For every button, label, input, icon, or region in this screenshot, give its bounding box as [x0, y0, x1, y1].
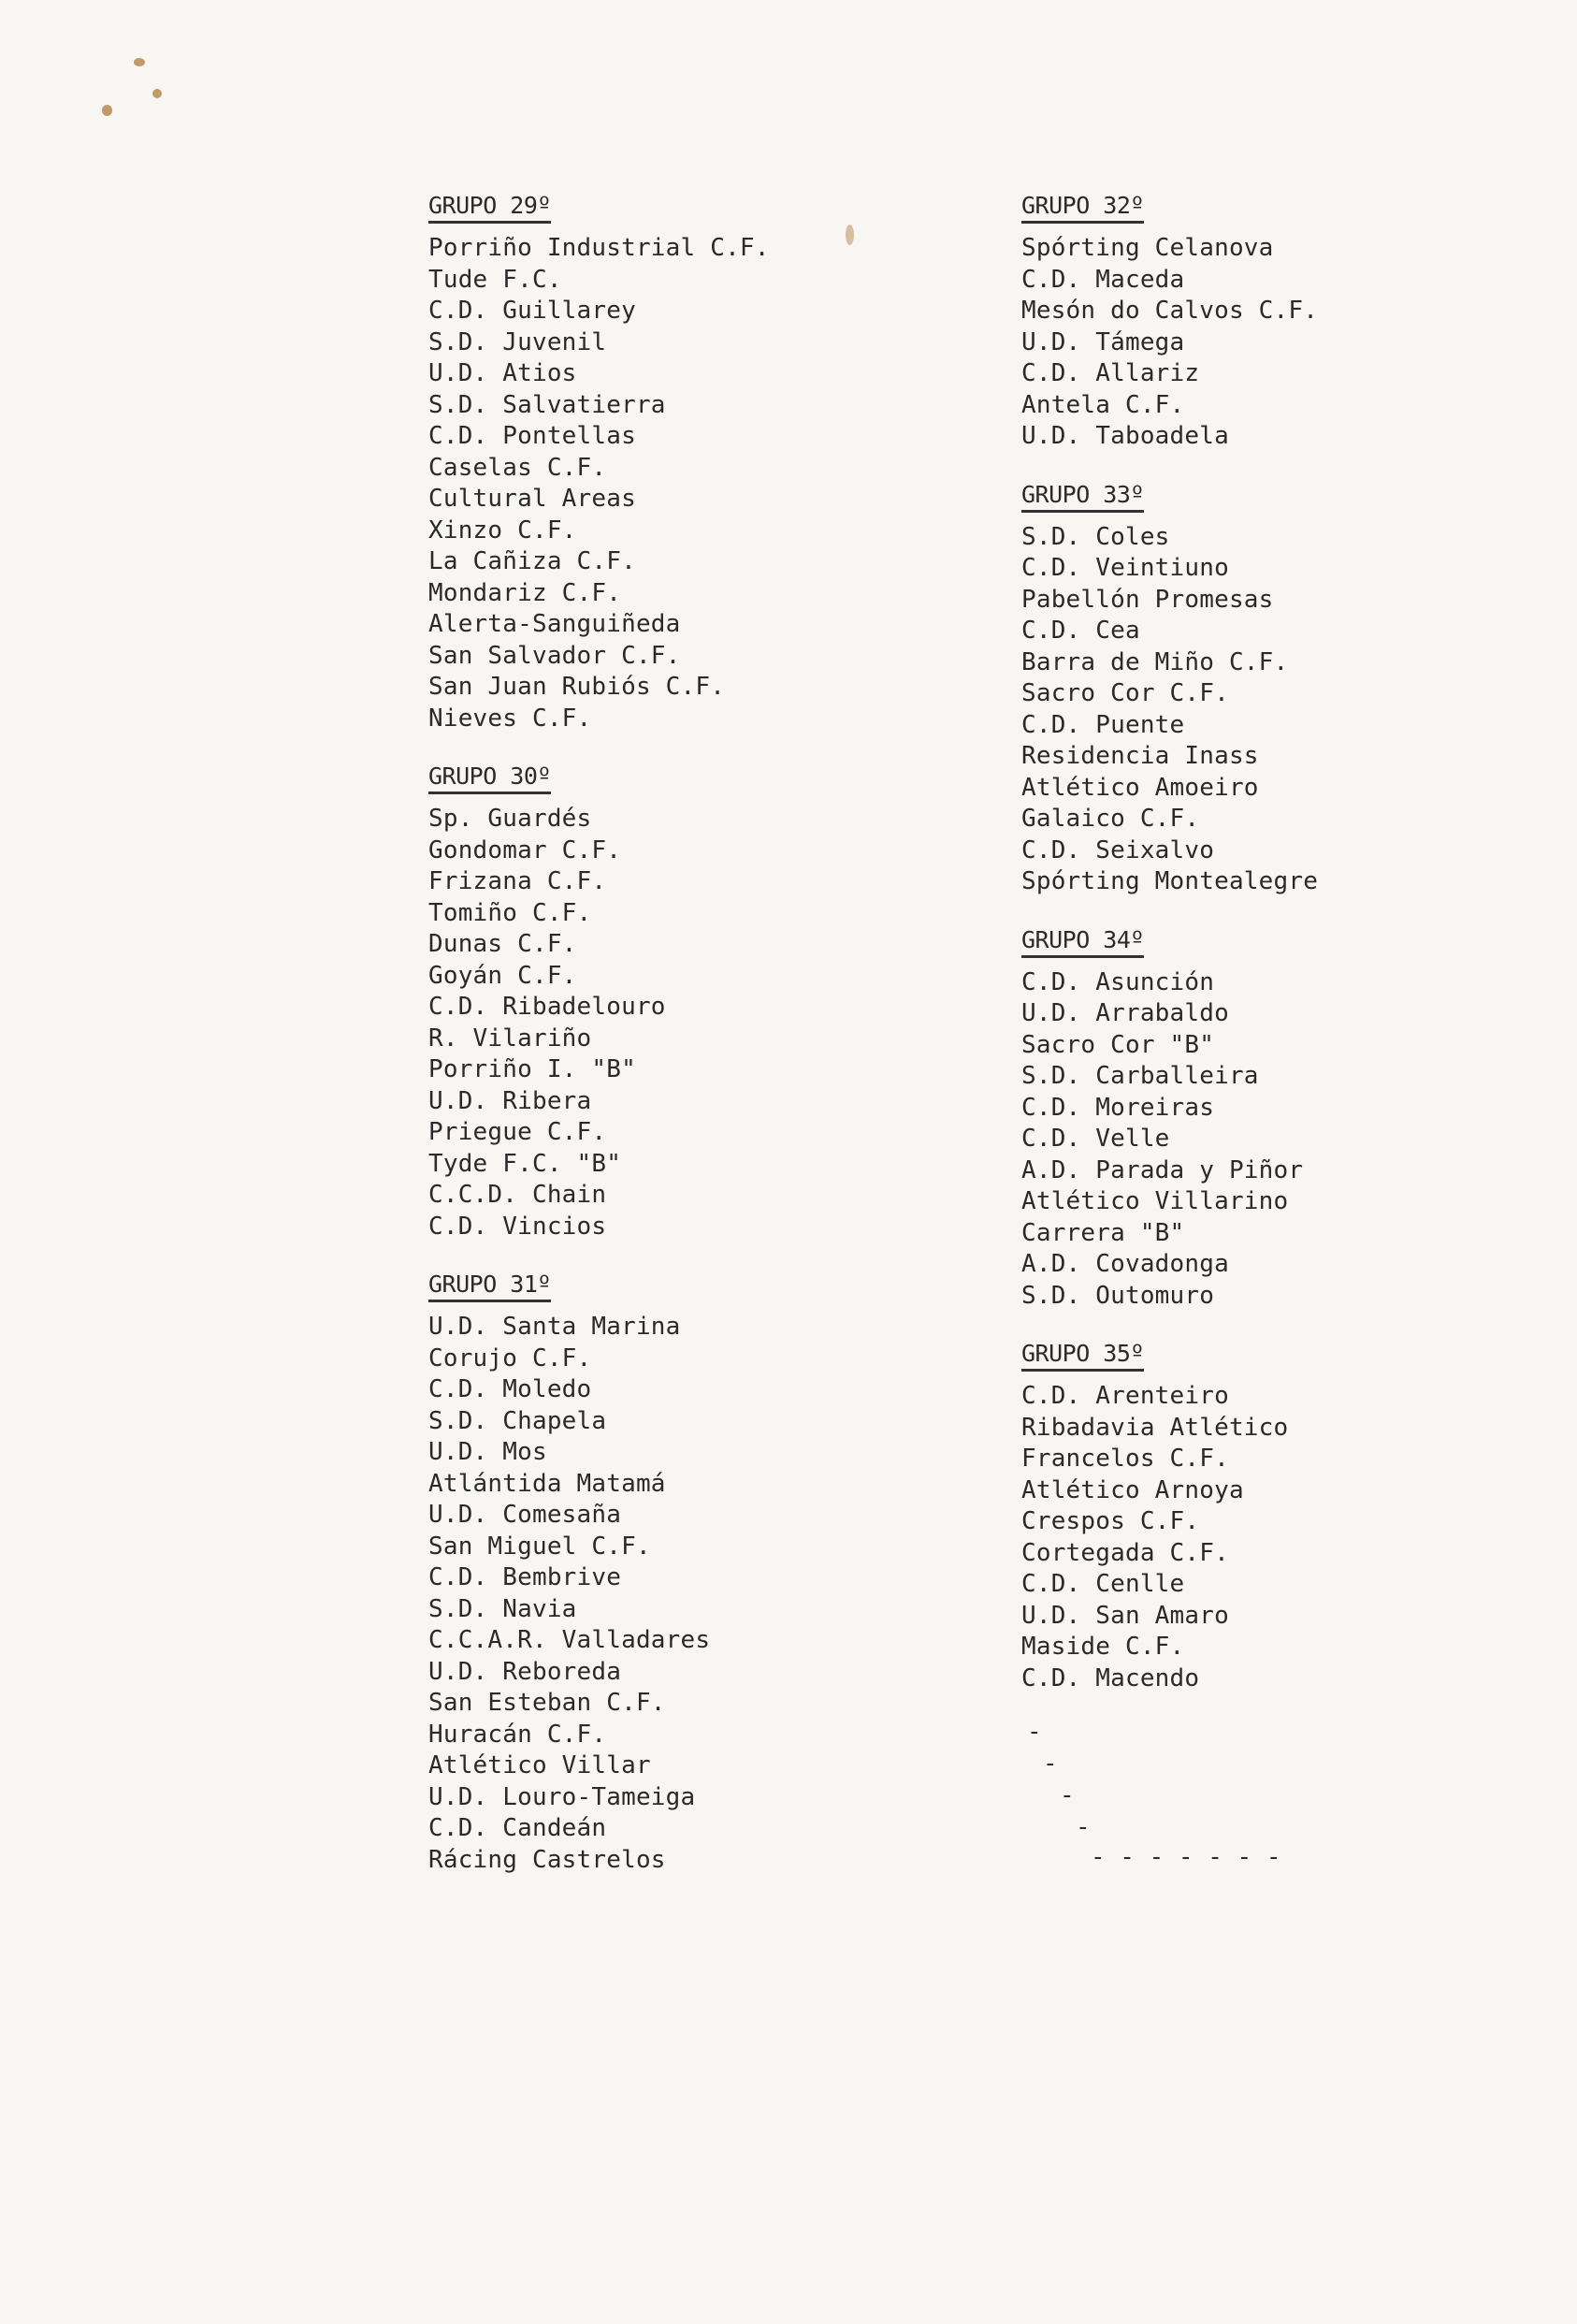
team-entry: San Juan Rubiós C.F.	[428, 673, 726, 701]
team-entry: San Salvador C.F.	[428, 641, 681, 670]
team-entry: Corujo C.F.	[428, 1344, 592, 1373]
team-entry: U.D. Atios	[428, 359, 577, 387]
team-entry: Sp. Guardés	[428, 805, 592, 833]
team-entry: Cortegada C.F.	[1021, 1538, 1229, 1567]
team-entry: C.D. Puente	[1021, 710, 1185, 739]
group-heading: GRUPO 32º	[1021, 190, 1144, 224]
team-entry: Antela C.F.	[1021, 390, 1185, 419]
team-entry: Residencia Inass	[1021, 742, 1259, 770]
team-entry: Nieves C.F.	[428, 704, 592, 733]
team-entry: U.D. Comesaña	[428, 1501, 622, 1529]
group-heading: GRUPO 33º	[1021, 479, 1144, 513]
team-entry: Spórting Celanova	[1021, 234, 1274, 262]
typed-dash-mark: -	[1060, 1781, 1075, 1809]
team-entry: Maside C.F.	[1021, 1633, 1185, 1661]
team-entry: U.D. Taboadela	[1021, 422, 1229, 450]
group-heading: GRUPO 29º	[428, 190, 551, 224]
team-entry: Atlético Villarino	[1021, 1187, 1289, 1215]
team-entry: U.D. Louro-Tameiga	[428, 1782, 696, 1811]
team-entry: Porriño I. "B"	[428, 1055, 636, 1083]
typed-dash-mark: -	[1076, 1813, 1091, 1841]
team-list	[1021, 1381, 1577, 1694]
team-entry: C.D. Velle	[1021, 1125, 1170, 1153]
team-entry: Priegue C.F.	[428, 1118, 607, 1146]
team-entry: Dunas C.F.	[428, 930, 577, 958]
group-block	[428, 1269, 1083, 1876]
group-heading: GRUPO 31º	[428, 1269, 551, 1302]
team-entry: C.D. Asunción	[1021, 967, 1215, 996]
team-entry: C.D. Moreiras	[1021, 1093, 1215, 1122]
team-entry: Ribadavia Atlético	[1021, 1413, 1289, 1442]
team-entry: C.D. Maceda	[1021, 265, 1185, 294]
team-entry: Huracán C.F.	[428, 1720, 607, 1749]
team-entry: S.D. Navia	[428, 1594, 577, 1623]
team-entry: Cultural Areas	[428, 485, 636, 513]
right-column	[1021, 190, 1577, 1721]
team-entry: C.C.D. Chain	[428, 1181, 607, 1209]
team-entry: C.D. Vincios	[428, 1212, 607, 1241]
team-entry: S.D. Chapela	[428, 1406, 607, 1435]
team-entry: S.D. Juvenil	[428, 327, 607, 356]
team-entry: C.D. Candeán	[428, 1814, 607, 1842]
team-entry: Gondomar C.F.	[428, 835, 622, 864]
team-entry: Tomiño C.F.	[428, 898, 592, 927]
team-entry: C.D. Macendo	[1021, 1663, 1200, 1692]
typed-dash-mark: -	[1043, 1750, 1058, 1778]
group-heading: GRUPO 30º	[428, 761, 551, 794]
team-list	[1021, 522, 1577, 898]
team-entry: Tyde F.C. "B"	[428, 1149, 622, 1178]
team-entry: Barra de Miño C.F.	[1021, 647, 1289, 676]
stain-spot	[102, 105, 112, 116]
group-block	[1021, 1338, 1577, 1694]
team-entry: Francelos C.F.	[1021, 1445, 1229, 1473]
team-entry: A.D. Parada y Piñor	[1021, 1155, 1304, 1184]
team-entry: San Esteban C.F.	[428, 1689, 666, 1717]
team-entry: Porriño Industrial C.F.	[428, 234, 770, 262]
team-entry: C.D. Ribadelouro	[428, 993, 666, 1021]
team-entry: Atlántida Matamá	[428, 1469, 666, 1498]
team-entry: Crespos C.F.	[1021, 1507, 1200, 1535]
team-entry: La Cañiza C.F.	[428, 547, 636, 575]
group-block	[428, 190, 1083, 734]
team-entry: Alerta-Sanguiñeda	[428, 610, 681, 638]
team-entry: C.D. Seixalvo	[1021, 835, 1215, 864]
team-entry: Galaico C.F.	[1021, 805, 1200, 833]
group-heading: GRUPO 35º	[1021, 1338, 1144, 1372]
team-entry: C.D. Veintiuno	[1021, 554, 1229, 582]
team-entry: U.D. Santa Marina	[428, 1313, 681, 1341]
team-list	[428, 233, 1083, 734]
team-list	[1021, 233, 1577, 453]
team-entry: C.D. Cea	[1021, 617, 1140, 645]
team-entry: A.D. Covadonga	[1021, 1250, 1229, 1278]
team-entry: C.D. Pontellas	[428, 422, 636, 450]
team-entry: Atlético Villar	[428, 1751, 651, 1779]
team-entry: S.D. Carballeira	[1021, 1062, 1259, 1090]
team-entry: Carrera "B"	[1021, 1218, 1185, 1247]
team-entry: Goyán C.F.	[428, 961, 577, 990]
team-entry: C.D. Moledo	[428, 1375, 592, 1403]
team-entry: Sacro Cor C.F.	[1021, 679, 1229, 707]
team-entry: Atlético Amoeiro	[1021, 773, 1259, 802]
team-entry: U.D. Reboreda	[428, 1657, 622, 1686]
team-entry: S.D. Salvatierra	[428, 390, 666, 419]
team-entry: Tude F.C.	[428, 265, 562, 294]
team-entry: U.D. Ribera	[428, 1086, 592, 1115]
team-list	[428, 1312, 1083, 1876]
team-entry: U.D. Arrabaldo	[1021, 999, 1229, 1027]
team-entry: R. Vilariño	[428, 1024, 592, 1053]
team-entry: U.D. Támega	[1021, 327, 1185, 356]
group-block	[1021, 479, 1577, 898]
team-list	[428, 804, 1083, 1242]
stain-spot	[152, 89, 162, 98]
team-entry: S.D. Coles	[1021, 522, 1170, 551]
team-entry: U.D. San Amaro	[1021, 1601, 1229, 1630]
team-entry: Mesón do Calvos C.F.	[1021, 297, 1319, 325]
team-entry: Pabellón Promesas	[1021, 585, 1274, 614]
group-block	[1021, 924, 1577, 1313]
team-entry: C.D. Bembrive	[428, 1563, 622, 1591]
team-entry: Spórting Montealegre	[1021, 867, 1319, 895]
team-entry: C.C.A.R. Valladares	[428, 1626, 711, 1654]
team-entry: Atlético Arnoya	[1021, 1475, 1244, 1504]
team-list	[1021, 967, 1577, 1313]
left-column	[428, 190, 1083, 1902]
team-entry: Frizana C.F.	[428, 867, 607, 895]
team-entry: C.D. Cenlle	[1021, 1570, 1185, 1598]
team-entry: Mondariz C.F.	[428, 578, 622, 607]
team-entry: San Miguel C.F.	[428, 1532, 651, 1561]
team-entry: S.D. Outomuro	[1021, 1281, 1215, 1310]
stain-spot	[134, 58, 145, 66]
group-block	[428, 761, 1083, 1242]
typed-dash-line: - - - - - - -	[1091, 1843, 1281, 1871]
team-entry: Xinzo C.F.	[428, 516, 577, 545]
group-block	[1021, 190, 1577, 453]
team-entry: C.D. Arenteiro	[1021, 1382, 1229, 1410]
team-entry: Caselas C.F.	[428, 453, 607, 482]
team-entry: Rácing Castrelos	[428, 1845, 666, 1874]
team-entry: C.D. Guillarey	[428, 297, 636, 325]
group-heading: GRUPO 34º	[1021, 924, 1144, 958]
typed-dash-mark: -	[1027, 1718, 1042, 1746]
team-entry: U.D. Mos	[428, 1438, 547, 1466]
team-entry: Sacro Cor "B"	[1021, 1030, 1215, 1059]
team-entry: C.D. Allariz	[1021, 359, 1200, 387]
